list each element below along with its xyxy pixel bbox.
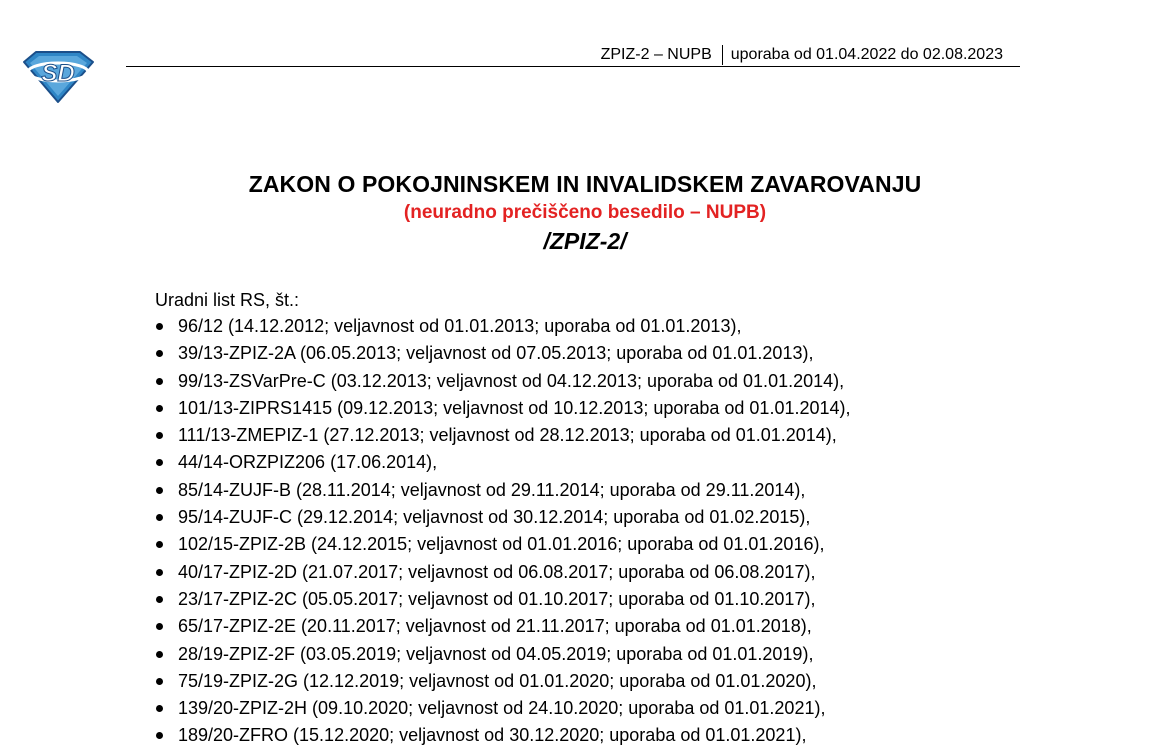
gazette-item-text: 96/12 (14.12.2012; veljavnost od 01.01.2013; uporaba od 01.01.2013), xyxy=(178,316,742,336)
header-rule xyxy=(126,66,1020,67)
gazette-item xyxy=(155,722,851,749)
header-doc-code: ZPIZ-2 – NUPB xyxy=(600,46,712,63)
gazette-item-text: 65/17-ZPIZ-2E (20.11.2017; veljavnost od 21.11.2017; uporaba od 01.01.2018), xyxy=(178,616,812,637)
gazette-item-text: 189/20-ZFRO (15.12.2020; veljavnost od 30.12.2020; uporaba od 01.01.2021), xyxy=(178,725,807,746)
gazette-list xyxy=(155,313,851,750)
gazette-item-text: 111/13-ZMEPIZ-1 (27.12.2013; veljavnost od 28.12.2013; uporaba od 01.01.2014), xyxy=(178,425,837,446)
header-separator xyxy=(722,45,723,65)
bullet-icon xyxy=(156,732,163,739)
bullet-icon xyxy=(156,459,163,466)
gazette-item-text: 95/14-ZUJF-C (29.12.2014; veljavnost od 30.12.2014; uporaba od 01.02.2015), xyxy=(178,507,811,528)
bullet-icon xyxy=(156,378,163,385)
gazette-item xyxy=(155,586,851,613)
gazette-section xyxy=(155,287,851,750)
bullet-icon xyxy=(156,596,163,603)
sd-shield-logo-icon xyxy=(20,46,96,104)
gazette-item-text: 28/19-ZPIZ-2F (03.05.2019; veljavnost od 04.05.2019; uporaba od 01.01.2019), xyxy=(178,643,814,664)
bullet-icon xyxy=(156,323,163,330)
gazette-label: Uradni list RS, št.: xyxy=(155,290,300,310)
gazette-item xyxy=(155,559,851,586)
bullet-icon xyxy=(156,405,163,412)
bullet-icon xyxy=(156,487,163,494)
gazette-item xyxy=(155,641,851,668)
gazette-item xyxy=(155,368,851,395)
gazette-item-text: 39/13-ZPIZ-2A (06.05.2013; veljavnost od 07.05.2013; uporaba od 01.01.2013), xyxy=(178,343,814,364)
gazette-item-text: 139/20-ZPIZ-2H (09.10.2020; veljavnost od 24.10.2020; uporaba od 01.01.2021), xyxy=(178,698,826,719)
gazette-item-text: 44/14-ORZPIZ206 (17.06.2014), xyxy=(178,452,438,473)
gazette-item-text: 102/15-ZPIZ-2B (24.12.2015; veljavnost od 01.01.2016; uporaba od 01.01.2016), xyxy=(178,534,825,555)
gazette-item xyxy=(155,613,851,640)
bullet-icon xyxy=(156,678,163,685)
bullet-icon xyxy=(156,350,163,357)
gazette-item xyxy=(155,477,851,504)
bullet-icon xyxy=(156,705,163,712)
gazette-item xyxy=(155,504,851,531)
gazette-item-text: 101/13-ZIPRS1415 (09.12.2013; veljavnost od 10.12.2013; uporaba od 01.01.2014), xyxy=(178,397,851,418)
svg-text:SD: SD xyxy=(41,60,75,87)
document-abbreviation: /ZPIZ-2/ xyxy=(543,228,627,254)
gazette-item xyxy=(155,531,851,558)
gazette-item-text: 23/17-ZPIZ-2C (05.05.2017; veljavnost od 01.10.2017; uporaba od 01.10.2017), xyxy=(178,588,816,609)
bullet-icon xyxy=(156,432,163,439)
gazette-item xyxy=(155,449,851,476)
document-title: ZAKON O POKOJNINSKEM IN INVALIDSKEM ZAVAROVANJU xyxy=(248,171,922,197)
header-usage-period: uporaba od 01.04.2022 do 02.08.2023 xyxy=(730,46,1003,63)
gazette-item xyxy=(155,695,851,722)
title-block xyxy=(0,169,1157,256)
bullet-icon xyxy=(156,514,163,521)
gazette-item xyxy=(155,668,851,695)
gazette-item xyxy=(155,340,851,367)
gazette-item xyxy=(155,422,851,449)
gazette-item xyxy=(155,313,851,340)
bullet-icon xyxy=(156,569,163,576)
bullet-icon xyxy=(156,541,163,548)
gazette-item xyxy=(155,395,851,422)
document-subtitle: (neuradno prečiščeno besedilo – NUPB) xyxy=(403,202,767,223)
gazette-item-text: 75/19-ZPIZ-2G (12.12.2019; veljavnost od 01.01.2020; uporaba od 01.01.2020), xyxy=(178,670,817,691)
bullet-icon xyxy=(156,623,163,630)
bullet-icon xyxy=(156,651,163,658)
running-header xyxy=(601,45,1003,65)
gazette-item-text: 99/13-ZSVarPre-C (03.12.2013; veljavnost od 04.12.2013; uporaba od 01.01.2014), xyxy=(178,370,845,391)
gazette-item-text: 40/17-ZPIZ-2D (21.07.2017; veljavnost od 06.08.2017; uporaba od 06.08.2017), xyxy=(178,561,816,582)
gazette-item-text: 85/14-ZUJF-B (28.11.2014; veljavnost od 29.11.2014; uporaba od 29.11.2014), xyxy=(178,479,806,500)
